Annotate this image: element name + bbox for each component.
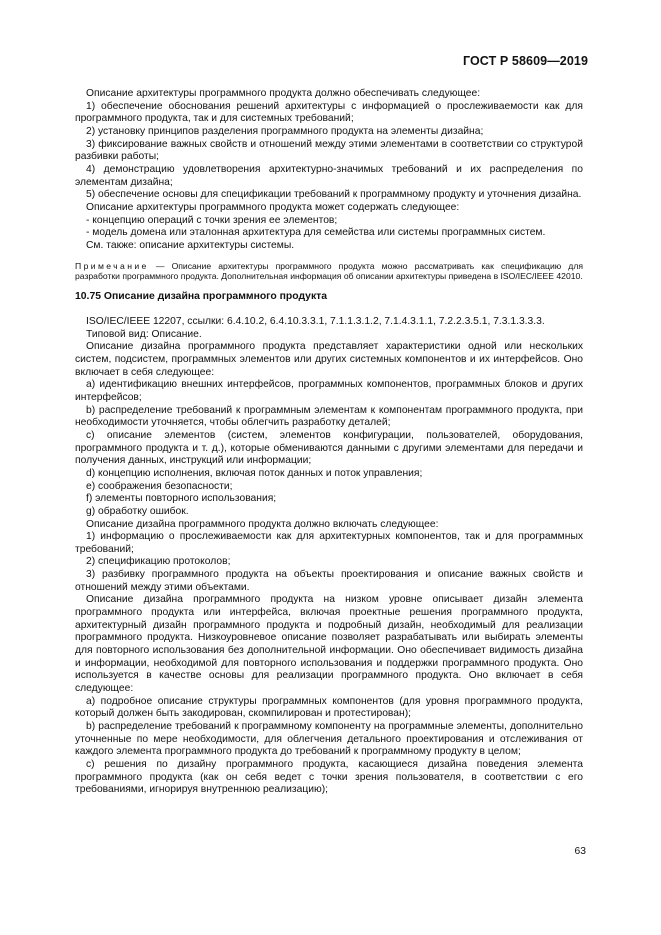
list-item: 3) разбивку программного продукта на объекты проектирования и описание важных свойств и отношений между этими объектами. [75, 569, 583, 593]
page-body [75, 88, 583, 797]
list-item: b) распределение требований к программным элементам к компонентам программного продукта, при необходимости уточняется, чтобы облегчить разработку деталей; [75, 404, 583, 429]
list-item: c) описание элементов (систем, элементов конфигурации, пользователей, оборудования, программного продукта и т. д.), которые обмениваются данными с другими элементами для передачи и получения данных, инструкций или информации; [75, 429, 583, 467]
list-item: b) распределение требований к программному компоненту на программные элементы, дополнительно уточненные по мере необходимости, для облегчения детального проектирования и отслеживания от каждого элемента программного продукта до требований к программному продукту в целом; [75, 721, 583, 758]
list-item: 1) информацию о прослеживаемости как для архитектурных компонентов, так и для программных требований; [75, 531, 583, 555]
paragraph: Описание архитектуры программного продукта должно обеспечивать следующее: [86, 88, 481, 99]
list-item: d) концепцию исполнения, включая поток данных и поток управления; [86, 467, 423, 479]
list-item: a) идентификацию внешних интерфейсов, программных компонентов, программных блоков и других интерфейсов; [75, 379, 583, 403]
see-also: См. также: описание архитектуры системы. [86, 239, 295, 251]
list-item: 2) спецификацию протоколов; [86, 556, 231, 568]
list-item: - модель домена или эталонная архитектура для семейства или системы программных систем. [86, 227, 546, 239]
paragraph: Описание дизайна программного продукта должно включать следующее: [86, 518, 439, 530]
paragraph: Описание архитектуры программного продукта может содержать следующее: [86, 201, 460, 213]
list-item: 2) установку принципов разделения программного продукта на элементы дизайна; [86, 125, 484, 137]
list-item: 1) обеспечение обоснования решений архитектуры с информацией о прослеживаемости как для программного продукта, так и для системных требований; [75, 100, 583, 125]
note [75, 261, 583, 282]
section-title: 10.75 Описание дизайна программного продукта [75, 291, 328, 303]
note-label: Примечание [75, 260, 149, 271]
list-item: g) обработку ошибок. [86, 505, 189, 517]
list-item: 3) фиксирование важных свойств и отношений между этими элементами в соответствии со структурой разбивки работы; [75, 138, 583, 163]
list-item: c) решения по дизайну программного продукта, касающиеся дизайна поведения элемента программного продукта (как он себя ведет с точки зрения пользователя, в соответствии с его требованиями, игнорируя внутреннюю реализацию); [75, 758, 583, 796]
document-header: ГОСТ Р 58609—2019 [462, 54, 588, 68]
list-item: - концепцию операций с точки зрения ее элементов; [86, 214, 338, 226]
list-item: a) подробное описание структуры программных компонентов (для уровня программного продукта, который должен быть закодирован, скомпилирован и протестирован); [75, 695, 583, 720]
references: ISO/IEC/IEEE 12207, ссылки: 6.4.10.2, 6.4.10.3.3.1, 7.1.1.3.1.2, 7.1.4.3.1.1, 7.2.2.3.5.1, 7.3.1.3.3.3. [86, 316, 545, 327]
list-item: f) элементы повторного использования; [86, 493, 277, 505]
paragraph: Описание дизайна программного продукта представляет характеристики одной или нескольких систем, подсистем, программных элементов или других системных компонентов и их интерфейсов. Оно включает в себя следующее: [75, 341, 583, 378]
paragraph: Описание дизайна программного продукта на низком уровне описывает дизайн элемента программного продукта или интерфейса, включая проектные решения программного продукта, архитектурный дизайн программного продукта и подробный дизайн, необходимый для реализации программного продукта. Низкоуровневое описание позволяет разрабатывать или выбирать элементы для повторного использования без дополнительной информации. Оно обеспечивает видимость дизайна и информации, необходимой для повторного использования и поддержки программного продукта. Оно используется в качестве основы для реализации программного продукта. Оно включает в себя следующее: [75, 594, 583, 695]
paragraph: Типовой вид: Описание. [86, 328, 202, 340]
list-item: 4) демонстрацию удовлетворения архитектурно-значимых требований и их распределения по элементам дизайна; [75, 163, 583, 188]
list-item: e) соображения безопасности; [86, 480, 233, 492]
list-item: 5) обеспечение основы для спецификации требований к программному продукту и уточнения дизайна. [86, 189, 582, 201]
page-number: 63 [574, 846, 586, 857]
note-text: — Описание архитектуры программного продукта можно рассматривать как спецификацию для разработки программного продукта. Дополнительная информация об описании архитектуры приведена в ISO/IEC/IEEE 42010. [75, 260, 583, 281]
